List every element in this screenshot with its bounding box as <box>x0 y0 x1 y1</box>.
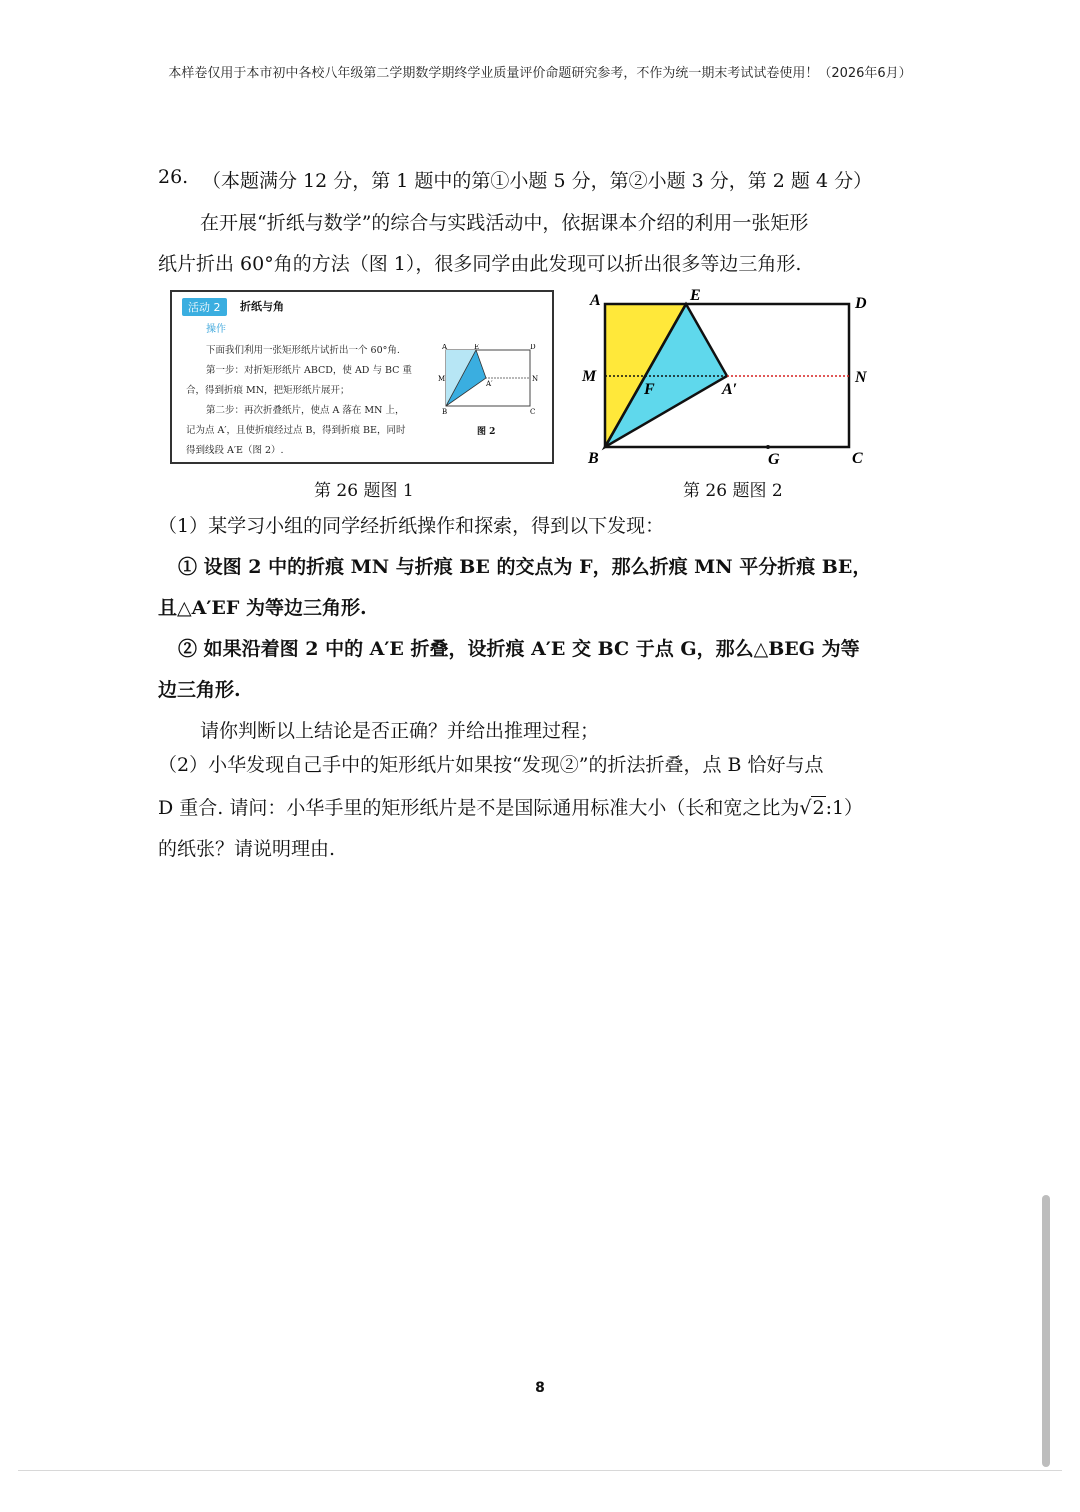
point-A-prime: A′ <box>722 381 738 398</box>
question-points: （本题满分 12 分，第 1 题中的第①小题 5 分，第②小题 3 分，第 2 题 4 分） <box>202 170 873 192</box>
intro-line-1: 在开展“折纸与数学”的综合与实践活动中，依据课本介绍的利用一张矩形 <box>200 212 809 234</box>
point-label: D <box>530 344 536 351</box>
excerpt-line: 得到线段 A′E（图 2）. <box>186 445 284 456</box>
intro-line-2: 纸片折出 60°角的方法（图 1），很多同学由此发现可以折出很多等边三角形. <box>158 253 802 275</box>
point-label: A′ <box>486 380 493 388</box>
part2-line-a: （2）小华发现自己手中的矩形纸片如果按“发现②”的折法折叠，点 B 恰好与点 <box>158 754 824 776</box>
figure-2-diagram <box>578 285 878 470</box>
claim1-line-a: ① 设图 2 中的折痕 MN 与折痕 BE 的交点为 F，那么折痕 MN 平分折痕 BE， <box>178 556 872 578</box>
figure-2-caption: 第 26 题图 2 <box>683 481 783 501</box>
excerpt-line: 第二步：再次折叠纸片，使点 A 落在 MN 上， <box>206 405 405 416</box>
page-header: 本样卷仅用于本市初中各校八年级第二学期数学期终学业质量评价命题研究参考，不作为统一期末考试试卷使用！（2026年6月） <box>168 66 912 81</box>
point-D: D <box>855 295 867 312</box>
sqrt-symbol: √2 <box>799 797 825 819</box>
point-F: F <box>644 381 655 398</box>
excerpt-line: 记为点 A′，且使折痕经过点 B，得到折痕 BE，同时 <box>186 425 406 436</box>
point-A: A <box>590 292 601 309</box>
point-label: M <box>438 375 446 383</box>
question-number: 26. <box>158 166 189 188</box>
part2-line-c: 的纸张？请说明理由. <box>158 838 336 860</box>
point-C: C <box>852 450 863 467</box>
part2-line-b-ratio: :1） <box>825 797 864 819</box>
point-label: C <box>530 408 536 414</box>
part1-lead: （1）某学习小组的同学经折纸操作和探索，得到以下发现： <box>158 515 665 537</box>
point-M: M <box>582 368 597 385</box>
part2-line-b-text: D 重合. 请问：小华手里的矩形纸片是不是国际通用标准大小（长和宽之比为 <box>158 797 800 819</box>
figure-1-caption: 第 26 题图 1 <box>314 481 414 501</box>
page-number: 8 <box>535 1380 545 1396</box>
excerpt-line: 下面我们利用一张矩形纸片试折出一个 60°角. <box>206 345 400 356</box>
point-label: E <box>474 344 480 351</box>
activity-tag: 活动 2 <box>182 298 227 316</box>
inner-figure-label: 图 2 <box>477 427 496 437</box>
point-G: G <box>768 451 780 468</box>
activity-subtitle: 操作 <box>206 324 226 335</box>
excerpt-line: 合，得到折痕 MN，把矩形纸片展开； <box>186 385 350 396</box>
point-N: N <box>855 369 867 386</box>
claim1-line-b: 且△A′EF 为等边三角形. <box>158 597 367 619</box>
excerpt-line: 第一步：对折矩形纸片 ABCD，使 AD 与 BC 重 <box>206 365 412 376</box>
judge-instruction: 请你判断以上结论是否正确？并给出推理过程； <box>200 720 600 742</box>
claim2-line-b: 边三角形. <box>158 679 241 701</box>
figure-1-excerpt <box>170 290 554 464</box>
point-label: B <box>442 408 448 414</box>
page-bottom-divider <box>18 1470 1062 1471</box>
scrollbar-thumb[interactable] <box>1042 1195 1050 1467</box>
point-label: A <box>442 344 448 351</box>
activity-title: 折纸与角 <box>240 300 284 313</box>
sqrt-radicand: 2 <box>812 797 825 819</box>
point-E: E <box>690 287 701 304</box>
point-B: B <box>588 450 599 467</box>
excerpt-diagram <box>438 344 538 414</box>
claim2-line-a: ② 如果沿着图 2 中的 A′E 折叠，设折痕 A′E 交 BC 于点 G，那么△BEG 为等 <box>178 638 860 660</box>
part2-line-b <box>158 793 863 820</box>
point-label: N <box>532 375 538 383</box>
